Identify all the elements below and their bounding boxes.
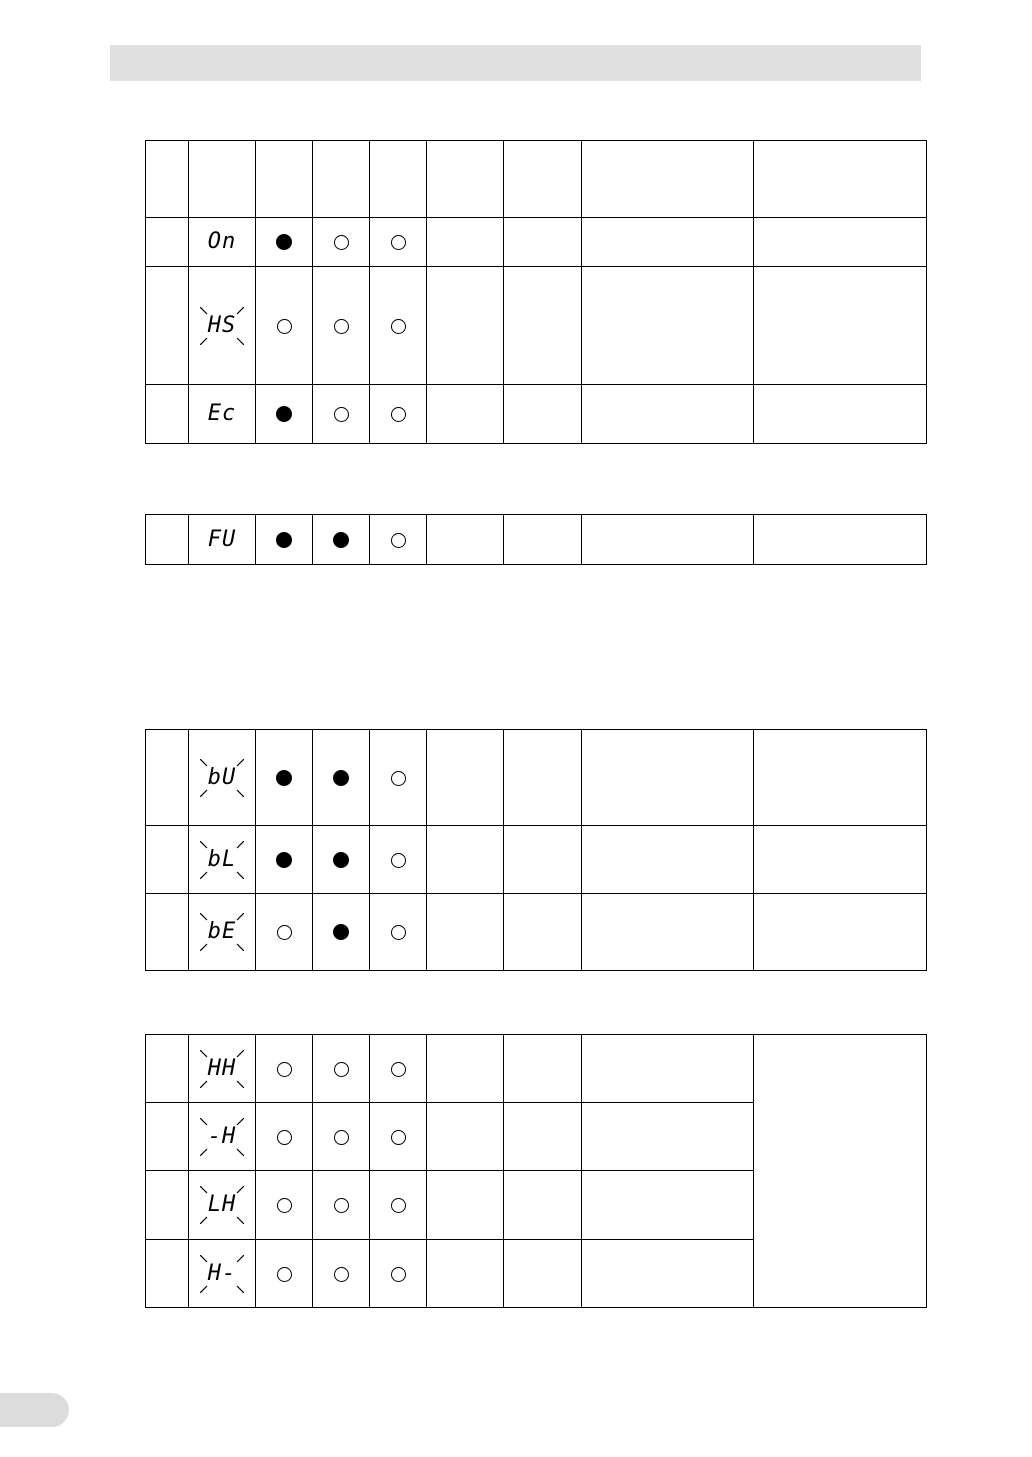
- text-cell: [754, 385, 927, 444]
- status-table-4: [145, 1034, 927, 1308]
- display-code: bU: [207, 764, 237, 790]
- indicator-3-unlit-icon: [391, 1130, 406, 1145]
- blink-ray: [237, 1081, 244, 1088]
- indicator-cell: [370, 826, 427, 894]
- indicator-2-unlit-icon: [334, 1130, 349, 1145]
- indicator-cell: [313, 385, 370, 444]
- text-cell: [427, 1171, 504, 1240]
- indicator-cell: [256, 1103, 313, 1171]
- table-row: [146, 730, 927, 826]
- table-row: [146, 267, 927, 385]
- indicator-1-unlit-icon: [277, 925, 292, 940]
- indicator-cell: [370, 515, 427, 565]
- header-cell: [370, 141, 427, 218]
- text-cell: [504, 515, 582, 565]
- blink-ray: [237, 1186, 244, 1193]
- blink-ray: [200, 872, 207, 879]
- indicator-cell: [370, 218, 427, 267]
- status-table-1: [145, 140, 927, 444]
- indicator-2-unlit-icon: [334, 1267, 349, 1282]
- blink-ray: [200, 1286, 207, 1293]
- display-code: On: [207, 229, 237, 254]
- header-cell: [582, 141, 754, 218]
- header-cell: [313, 141, 370, 218]
- indicator-cell: [370, 1240, 427, 1308]
- indicator-2-lit-icon: [333, 852, 349, 868]
- display-icon: [200, 223, 244, 261]
- display-cell: [189, 267, 256, 385]
- blink-ray: [237, 1217, 244, 1224]
- indicator-cell: [313, 218, 370, 267]
- indicator-cell: [370, 1103, 427, 1171]
- number-cell: [146, 730, 189, 826]
- number-cell: [146, 385, 189, 444]
- display-cell: [189, 515, 256, 565]
- number-cell: [146, 1103, 189, 1171]
- indicator-cell: [313, 894, 370, 971]
- display-cell: [189, 1171, 256, 1240]
- blink-ray: [237, 913, 244, 920]
- page-header-bar: [110, 45, 921, 81]
- blinking-display-icon: [200, 1186, 244, 1224]
- indicator-2-lit-icon: [333, 532, 349, 548]
- number-cell: [146, 1035, 189, 1103]
- indicator-1-unlit-icon: [277, 1198, 292, 1213]
- display-cell: [189, 894, 256, 971]
- indicator-3-unlit-icon: [391, 235, 406, 250]
- indicator-2-lit-icon: [333, 924, 349, 940]
- blinking-display-icon: [200, 307, 244, 345]
- text-cell: [582, 1171, 754, 1240]
- header-cell: [504, 141, 582, 218]
- text-cell: [427, 1103, 504, 1171]
- display-code: -H: [207, 1123, 237, 1149]
- indicator-1-lit-icon: [276, 532, 292, 548]
- indicator-1-unlit-icon: [277, 319, 292, 334]
- indicator-cell: [256, 267, 313, 385]
- blink-ray: [200, 1186, 207, 1193]
- indicator-cell: [313, 267, 370, 385]
- display-code: bL: [207, 846, 237, 872]
- number-cell: [146, 218, 189, 267]
- indicator-cell: [256, 894, 313, 971]
- display-code: bE: [207, 919, 237, 944]
- display-cell: [189, 1103, 256, 1171]
- blink-ray: [200, 944, 207, 951]
- indicator-1-unlit-icon: [277, 1130, 292, 1145]
- text-cell: [582, 385, 754, 444]
- number-cell: [146, 267, 189, 385]
- blinking-display-icon: [200, 1255, 244, 1293]
- indicator-cell: [370, 267, 427, 385]
- indicator-1-lit-icon: [276, 406, 292, 422]
- text-cell: [582, 218, 754, 267]
- number-cell: [146, 894, 189, 971]
- blink-ray: [200, 841, 207, 848]
- indicator-3-unlit-icon: [391, 853, 406, 868]
- indicator-3-unlit-icon: [391, 1267, 406, 1282]
- indicator-1-lit-icon: [276, 234, 292, 250]
- text-cell: [427, 730, 504, 826]
- text-cell: [427, 267, 504, 385]
- number-cell: [146, 515, 189, 565]
- display-code: H-: [207, 1260, 237, 1286]
- display-code: HS: [207, 312, 237, 338]
- blink-ray: [200, 1118, 207, 1125]
- number-cell: [146, 1240, 189, 1308]
- text-cell: [427, 894, 504, 971]
- indicator-1-lit-icon: [276, 770, 292, 786]
- text-cell: [582, 730, 754, 826]
- indicator-cell: [370, 385, 427, 444]
- header-cell: [146, 141, 189, 218]
- blink-ray: [200, 1149, 207, 1156]
- number-cell: [146, 826, 189, 894]
- header-cell: [427, 141, 504, 218]
- blink-ray: [200, 1217, 207, 1224]
- blink-ray: [200, 1255, 207, 1262]
- indicator-3-unlit-icon: [391, 771, 406, 786]
- table-row: [146, 218, 927, 267]
- indicator-2-lit-icon: [333, 770, 349, 786]
- text-cell: [504, 1035, 582, 1103]
- display-code: LH: [207, 1192, 237, 1217]
- status-table-3: [145, 729, 927, 971]
- header-cell: [189, 141, 256, 218]
- display-cell: [189, 385, 256, 444]
- text-cell: [582, 515, 754, 565]
- text-cell: [427, 1240, 504, 1308]
- text-cell: [504, 730, 582, 826]
- table-row: [146, 1035, 927, 1103]
- indicator-3-unlit-icon: [391, 319, 406, 334]
- display-code: HH: [207, 1055, 237, 1081]
- text-cell: [582, 267, 754, 385]
- table-row: [146, 894, 927, 971]
- table-row: [146, 826, 927, 894]
- text-cell: [504, 218, 582, 267]
- indicator-1-lit-icon: [276, 852, 292, 868]
- indicator-cell: [313, 515, 370, 565]
- text-cell: [504, 1240, 582, 1308]
- blink-ray: [237, 1149, 244, 1156]
- blinking-display-icon: [200, 913, 244, 951]
- text-cell: [582, 894, 754, 971]
- text-cell: [504, 894, 582, 971]
- text-cell: [427, 385, 504, 444]
- text-cell: [504, 267, 582, 385]
- text-cell: [754, 730, 927, 826]
- indicator-3-unlit-icon: [391, 533, 406, 548]
- text-cell: [504, 1103, 582, 1171]
- indicator-3-unlit-icon: [391, 1198, 406, 1213]
- indicator-cell: [313, 826, 370, 894]
- indicator-cell: [256, 515, 313, 565]
- display-cell: [189, 730, 256, 826]
- blinking-display-icon: [200, 1050, 244, 1088]
- indicator-cell: [370, 730, 427, 826]
- blink-ray: [237, 1286, 244, 1293]
- indicator-3-unlit-icon: [391, 925, 406, 940]
- display-cell: [189, 218, 256, 267]
- blink-ray: [200, 790, 207, 797]
- indicator-cell: [256, 1240, 313, 1308]
- indicator-cell: [313, 1103, 370, 1171]
- indicator-cell: [313, 730, 370, 826]
- text-cell: [582, 1035, 754, 1103]
- table-row: [146, 385, 927, 444]
- indicator-3-unlit-icon: [391, 407, 406, 422]
- text-cell: [427, 826, 504, 894]
- blink-ray: [237, 1050, 244, 1057]
- display-icon: [200, 395, 244, 433]
- indicator-cell: [256, 826, 313, 894]
- indicator-cell: [370, 1035, 427, 1103]
- indicator-cell: [256, 218, 313, 267]
- number-cell: [146, 1171, 189, 1240]
- indicator-2-unlit-icon: [334, 319, 349, 334]
- blink-ray: [237, 338, 244, 345]
- page-number-tab: [0, 1393, 69, 1427]
- table-header-row: [146, 141, 927, 218]
- table-row: [146, 515, 927, 565]
- blink-ray: [237, 1255, 244, 1262]
- indicator-1-unlit-icon: [277, 1267, 292, 1282]
- text-cell: [754, 267, 927, 385]
- blinking-display-icon: [200, 759, 244, 797]
- status-table-2: [145, 514, 927, 565]
- indicator-1-unlit-icon: [277, 1062, 292, 1077]
- text-cell: [582, 826, 754, 894]
- display-icon: [200, 521, 244, 559]
- blink-ray: [237, 307, 244, 314]
- text-cell: [754, 826, 927, 894]
- display-code: FU: [207, 526, 237, 552]
- blink-ray: [200, 1081, 207, 1088]
- indicator-2-unlit-icon: [334, 1198, 349, 1213]
- header-cell: [256, 141, 313, 218]
- indicator-cell: [313, 1171, 370, 1240]
- merged-remedy-cell: [754, 1035, 927, 1308]
- indicator-3-unlit-icon: [391, 1062, 406, 1077]
- indicator-2-unlit-icon: [334, 1062, 349, 1077]
- indicator-2-unlit-icon: [334, 235, 349, 250]
- indicator-cell: [256, 385, 313, 444]
- blink-ray: [237, 759, 244, 766]
- indicator-cell: [313, 1240, 370, 1308]
- blink-ray: [200, 759, 207, 766]
- indicator-cell: [370, 1171, 427, 1240]
- indicator-cell: [256, 1171, 313, 1240]
- indicator-cell: [313, 1035, 370, 1103]
- indicator-cell: [256, 730, 313, 826]
- blink-ray: [237, 790, 244, 797]
- blink-ray: [237, 872, 244, 879]
- blinking-display-icon: [200, 1118, 244, 1156]
- text-cell: [582, 1103, 754, 1171]
- blink-ray: [237, 1118, 244, 1125]
- text-cell: [582, 1240, 754, 1308]
- text-cell: [427, 1035, 504, 1103]
- header-cell: [754, 141, 927, 218]
- display-cell: [189, 1035, 256, 1103]
- blink-ray: [237, 841, 244, 848]
- display-cell: [189, 1240, 256, 1308]
- text-cell: [427, 515, 504, 565]
- display-code: Ec: [207, 401, 237, 426]
- blink-ray: [200, 913, 207, 920]
- text-cell: [754, 515, 927, 565]
- text-cell: [504, 1171, 582, 1240]
- display-cell: [189, 826, 256, 894]
- indicator-2-unlit-icon: [334, 407, 349, 422]
- indicator-cell: [256, 1035, 313, 1103]
- text-cell: [754, 218, 927, 267]
- text-cell: [504, 385, 582, 444]
- blink-ray: [200, 338, 207, 345]
- blink-ray: [237, 944, 244, 951]
- text-cell: [427, 218, 504, 267]
- blink-ray: [200, 1050, 207, 1057]
- indicator-cell: [370, 894, 427, 971]
- text-cell: [504, 826, 582, 894]
- blinking-display-icon: [200, 841, 244, 879]
- blink-ray: [200, 307, 207, 314]
- text-cell: [754, 894, 927, 971]
